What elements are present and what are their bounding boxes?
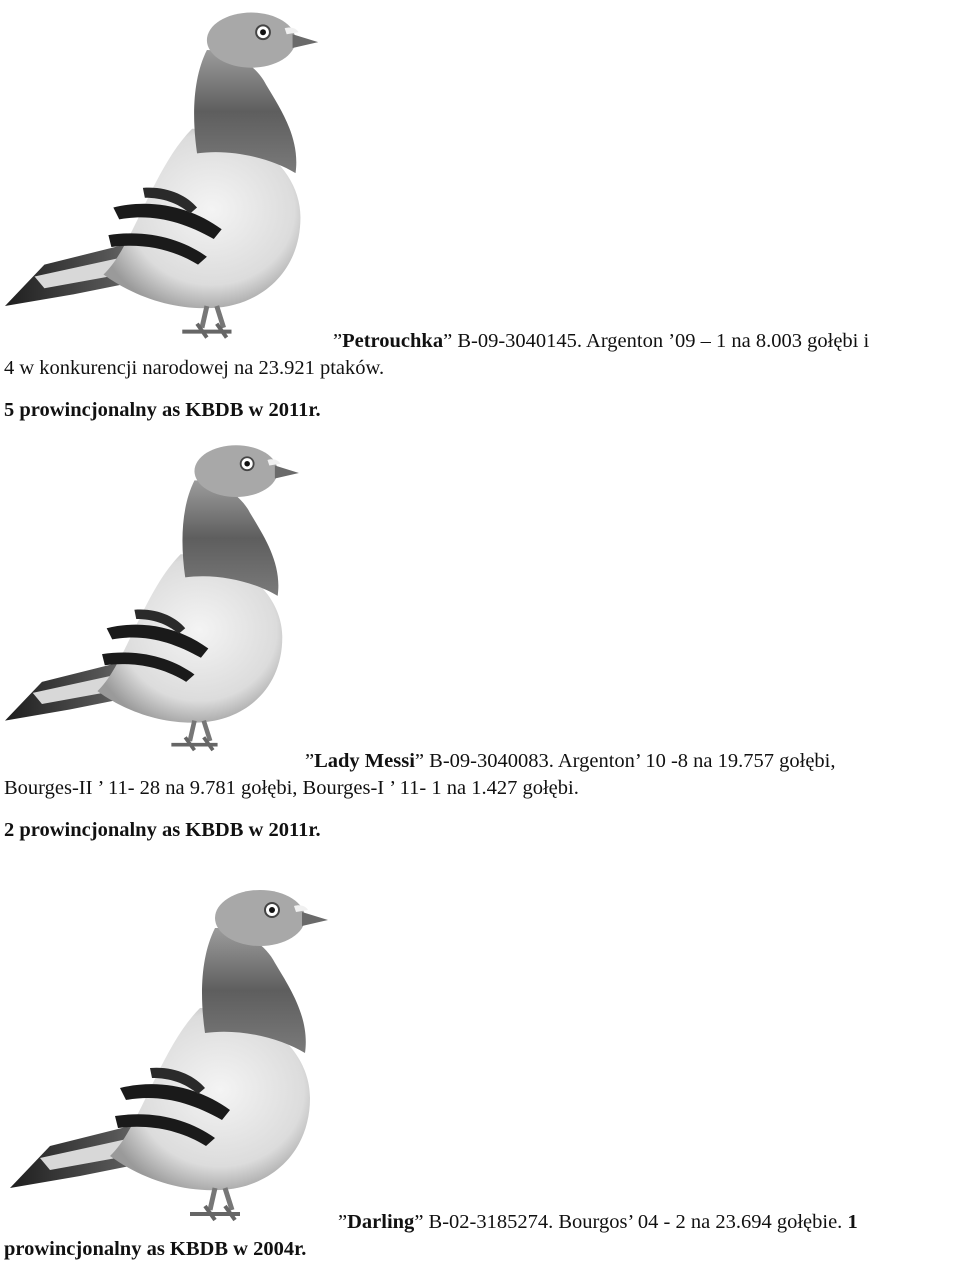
entry-1-details: B-09-3040145. Argenton ’09 – 1 na 8.003 gołębi i: [457, 330, 870, 352]
entry-1-ace-title: 5 prowincjonalny as KBDB w 2011r.: [4, 399, 321, 421]
entry-1-line-1: ”Petrouchka” B-09-3040145. Argenton ’09 – 1 na 8.003 gołębi i: [333, 330, 870, 352]
pigeon-photo-petrouchka: [5, 8, 330, 348]
entry-2-line-2: Bourges-II ’ 11- 28 na 9.781 gołębi, Bourges-I ’ 11- 1 na 1.427 gołębi.: [4, 777, 579, 799]
entry-1-name: Petrouchka: [342, 330, 444, 352]
entry-3-rank: 1: [847, 1211, 858, 1233]
entry-3-name: Darling: [347, 1211, 415, 1233]
pigeon-photo-lady-messi: [5, 433, 310, 768]
entry-3-line-1: ”Darling” B-02-3185274. Bourgos’ 04 - 2 na 23.694 gołębie. 1: [338, 1211, 858, 1233]
entry-2-line-1: ”Lady Messi” B-09-3040083. Argenton’ 10 -8 na 19.757 gołębi,: [305, 750, 836, 772]
entry-1-line-2: 4 w konkurencji narodowej na 23.921 ptaków.: [4, 357, 385, 379]
entry-2-details: B-09-3040083. Argenton’ 10 -8 na 19.757 gołębi,: [429, 750, 836, 772]
entry-3-details: B-02-3185274. Bourgos’ 04 - 2 na 23.694 gołębie.: [428, 1211, 843, 1233]
entry-2-ace-title: 2 prowincjonalny as KBDB w 2011r.: [4, 819, 321, 841]
pigeon-photo-darling: [5, 888, 345, 1228]
entry-3-ace-title: prowincjonalny as KBDB w 2004r.: [4, 1238, 307, 1260]
entry-2-name: Lady Messi: [314, 750, 415, 772]
